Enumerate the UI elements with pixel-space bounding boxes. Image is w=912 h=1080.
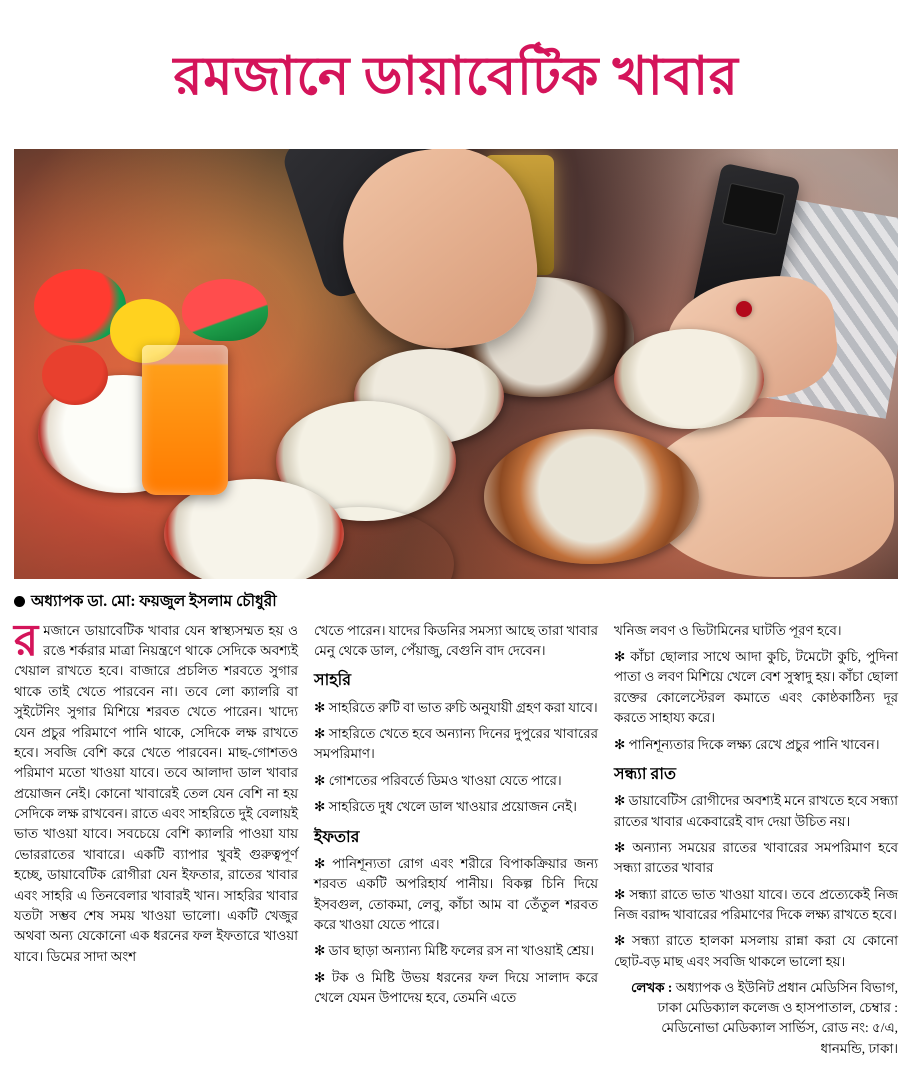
strawberry — [42, 345, 108, 405]
bullet-icon — [14, 596, 25, 607]
plate-8 — [614, 329, 764, 429]
evening-item: ✻ সন্ধ্যা রাতে হালকা মসলায় রান্না করা যে কোনো ছোট-বড় মাছ এবং সবজি থাকলে ভালো হয়। — [614, 933, 898, 969]
column-3-lead-item: ✻ পানিশূন্যতার দিকে লক্ষ্য রেখে প্রচুর পানি খাবেন। — [614, 736, 880, 752]
drop-cap: র — [14, 615, 39, 665]
iftar-item: ✻ ডাব ছাড়া অন্যান্য মিষ্টি ফলের রস না খাওয়াই শ্রেয়। — [314, 943, 595, 959]
blood-drop-icon — [736, 301, 752, 317]
evening-item: ✻ ডায়াবেটিস রোগীদের অবশ্যই মনে রাখতে হবে সন্ধ্যা রাতের খাবার একেবারেই বাদ দেয়া উচিত নয়। — [614, 793, 898, 829]
column-3 — [614, 621, 898, 1059]
pills-group — [704, 449, 884, 559]
sehri-item: ✻ সাহরিতে খেতে হবে অন্যান্য দিনের দুপুরের খাবারের সমপরিমাণ। — [314, 726, 598, 762]
column-1 — [14, 615, 298, 1059]
section-heading-iftar: ইফতার — [314, 828, 360, 846]
section-heading-sehri: সাহরি — [314, 672, 351, 690]
melon-slice — [182, 279, 268, 341]
lead-paragraph — [14, 615, 298, 967]
iftar-item: ✻ পানিশূন্যতা রোগ এবং শরীরে বিপাকক্রিয়ার জন্য শরবত একটি অপরিহার্য পানীয়। বিকল্প চিনি দিয়ে ইসবগুল, তোকমা, লেবু, কাঁচা আম বা তেঁতুল শরবত করে খাওয়া যেতে পারে। — [314, 855, 598, 933]
plate-7 — [484, 429, 699, 564]
sehri-item: ✻ গোশতের পরিবর্তে ডিমও খাওয়া যেতে পারে। — [314, 772, 562, 788]
juice-glass — [142, 345, 228, 495]
byline — [14, 589, 898, 615]
evening-item: ✻ অন্যান্য সময়ের রাতের খাবারের সমপরিমাণ হবে সন্ধ্যা রাতের খাবার — [614, 839, 898, 876]
column-3-lead-item: ✻ কাঁচা ছোলার সাথে আদা কুচি, টমেটো কুচি, পুদিনা পাতা ও লবণ মিশিয়ে খেলে বেশ সুস্বাদু হয়। কাঁচা ছোলা রক্তের কোলেস্টেরল কমাতে এবং কোষ্ঠকাঠিন্য দূর করতে সাহায্য করে। — [614, 649, 898, 726]
column-2 — [314, 621, 598, 1059]
author-note-text: অধ্যাপক ও ইউনিট প্রধান মেডিসিন বিভাগ, ঢাকা মেডিক্যাল কলেজ ও হাসপাতাল, চেম্বার : মেডিনোভা মেডিক্যাল সার্ভিস, রোড নং: ৫/এ, ধানমন্ডি, ঢাকা। — [657, 980, 898, 1056]
page-title: রমজানে ডায়াবেটিক খাবার — [173, 47, 739, 106]
glucometer-screen — [722, 182, 786, 235]
column-3-lead-item: খনিজ লবণ ও ভিটামিনের ঘাটতি পূরণ হবে। — [614, 622, 842, 638]
article-photo — [14, 149, 898, 579]
article-page — [0, 36, 912, 1080]
sehri-item: ✻ সাহরিতে দুধ খেলে ডাল খাওয়ার প্রয়োজন নেই। — [314, 799, 577, 815]
section-heading-evening: সন্ধ্যা রাত — [614, 765, 676, 783]
lead-paragraph-text: মজানে ডায়াবেটিক খাবার যেন স্বাস্থ্যসম্মত হয় ও রঙে শর্করার মাত্রা নিয়ন্ত্রণে থাকে সেদিকে অবশ্যই খেয়াল রাখতে হবে। বাজারে প্রচলিত শরবতে সুগার থাকে তাই খেতে পারবেন না। তবে লো ক্যালরি বা সুইটেনিং সুগার মিশিয়ে শরবত খেতে পারেন। খাদ্যে যেন প্রচুর পরিমাণে পানি থাকে, সেদিকে লক্ষ রাখতে হবে। সবজি বেশি করে খেতে পারবেন। মাছ-গোশতও পরিমাণ মতো খাওয়া যাবে। তবে আলাদা ডাল খাবার প্রয়োজন নেই। কোনো খাবারেই তেল যেন বেশি না হয় সেদিকে লক্ষ রাখবেন। রাতে এবং সাহরিতে দুই বেলায়ই ভাত খাওয়া যাবে। সবচেয়ে বেশি ক্যালরি পাওয়া যায় ভোররাতের খাবারে। একটি ব্যাপার খুবই গুরুত্বপূর্ণ হচ্ছে, ডায়াবেটিক রোগীরা যেন ইফতার, রাতের খাবার এবং সাহরি এ তিনবেলার খাবারই খান। সাহরির খাবার যতটা সম্ভব শেষ সময় খাওয়া ভালো। একটি খেজুর অথবা অন্য যেকোনো এক ধরনের ফল ইফতারে খাওয়া যাবে। ডিমের সাদা অংশ — [14, 622, 298, 964]
byline-text: অধ্যাপক ডা. মো: ফয়জুল ইসলাম চৌধুরী — [31, 592, 277, 610]
iftar-item: ✻ টক ও মিষ্টি উভয় ধরনের ফল দিয়ে সালাদ করে খেলে যেমন উপাদেয় হবে, তেমনি এতে — [314, 969, 598, 1006]
author-note — [614, 978, 898, 1058]
sehri-item: ✻ সাহরিতে রুটি বা ভাত রুচি অনুযায়ী গ্রহণ করা যাবে। — [314, 699, 598, 715]
article-columns — [14, 615, 898, 1059]
author-note-label: লেখক : — [630, 980, 673, 996]
evening-item: ✻ সন্ধ্যা রাতে ভাত খাওয়া যাবে। তবে প্রত্যেকেই নিজ নিজ বরাদ্দ খাবারের পরিমাণের দিকে লক্ষ্য রাখতে হবে। — [614, 886, 898, 923]
column-2-lead: খেতে পারেন। যাদের কিডনির সমস্যা আছে তারা খাবার মেনু থেকে ডাল, পেঁয়াজু, বেগুনি বাদ দেবেন। — [314, 622, 598, 659]
